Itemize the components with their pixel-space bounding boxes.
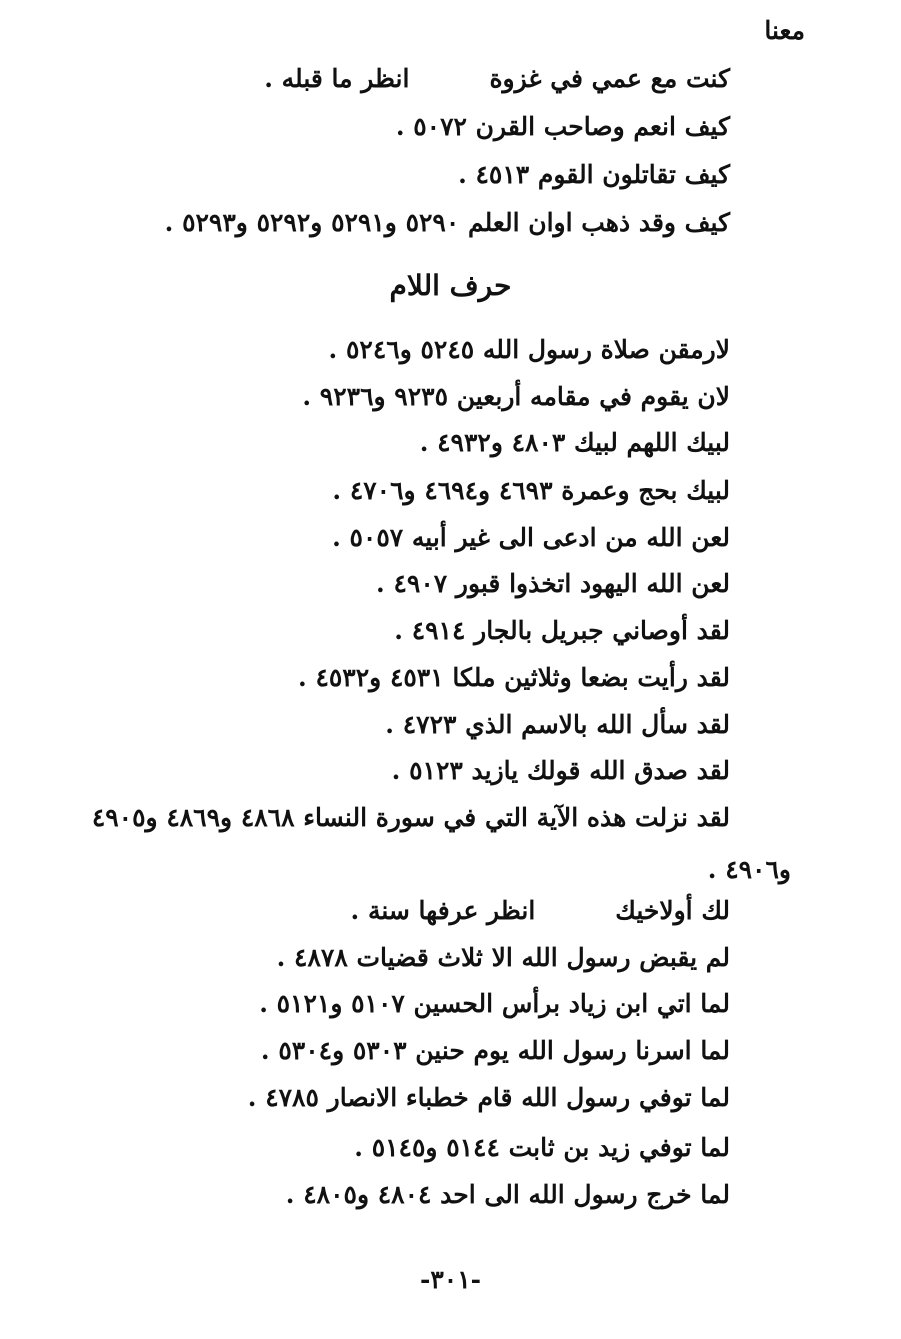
running-header-word: معنا (764, 16, 805, 45)
entry-line (351, 894, 730, 928)
entry-cross-reference: انظر ما قبله . (264, 64, 410, 93)
entry-text: لك أولاخيك (615, 896, 730, 925)
entry-line: لقد صدق الله قولك يازيد ٥١٢٣ . (391, 756, 730, 785)
entry-line: لما خرج رسول الله الى احد ٤٨٠٤ و٤٨٠٥ . (285, 1180, 730, 1209)
entry-line-continuation: و٤٩٠٦ . (707, 855, 791, 884)
entry-cross-reference: انظر عرفها سنة . (350, 896, 536, 925)
entry-text: كنت مع عمي في غزوة (489, 64, 730, 93)
entry-line: لقد نزلت هذه الآية التي في سورة النساء ٤٨٦٨ و٤٨٦٩ و٤٩٠٥ (91, 803, 730, 832)
entry-line: كيف تقاتلون القوم ٤٥١٣ . (458, 160, 730, 189)
entry-line: كيف انعم وصاحب القرن ٥٠٧٢ . (395, 112, 730, 141)
page-number: -٣٠١- (419, 1265, 482, 1294)
entry-line: لما توفي زيد بن ثابت ٥١٤٤ و٥١٤٥ . (354, 1133, 730, 1162)
entry-line: لبيك بحج وعمرة ٤٦٩٣ و٤٦٩٤ و٤٧٠٦ . (332, 476, 730, 505)
entry-line: لما اتي ابن زياد برأس الحسين ٥١٠٧ و٥١٢١ . (259, 989, 730, 1018)
entry-line: لما اسرنا رسول الله يوم حنين ٥٣٠٣ و٥٣٠٤ . (260, 1036, 730, 1065)
entry-line: كيف وقد ذهب اوان العلم ٥٢٩٠ و٥٢٩١ و٥٢٩٢ و٥٢٩٣ . (164, 208, 730, 237)
entry-line: لقد سأل الله بالاسم الذي ٤٧٢٣ . (385, 710, 730, 739)
entry-line: لبيك اللهم لبيك ٤٨٠٣ و٤٩٣٢ . (419, 428, 730, 457)
entry-line: لم يقبض رسول الله الا ثلاث قضيات ٤٨٧٨ . (276, 943, 730, 972)
entry-line: لعن الله من ادعى الى غير أبيه ٥٠٥٧ . (332, 523, 730, 552)
entry-line: لقد أوصاني جبريل بالجار ٤٩١٤ . (394, 616, 730, 645)
entry-line: لان يقوم في مقامه أربعين ٩٢٣٥ و٩٢٣٦ . (302, 382, 730, 411)
entry-line: لقد رأيت بضعا وثلاثين ملكا ٤٥٣١ و٤٥٣٢ . (298, 663, 730, 692)
entry-line: لارمقن صلاة رسول الله ٥٢٤٥ و٥٢٤٦ . (328, 335, 730, 364)
entry-line: لعن الله اليهود اتخذوا قبور ٤٩٠٧ . (376, 569, 730, 598)
entry-line: لما توفي رسول الله قام خطباء الانصار ٤٧٨٥ . (247, 1083, 730, 1112)
entry-line (264, 62, 730, 96)
section-heading: حرف اللام (389, 269, 512, 302)
